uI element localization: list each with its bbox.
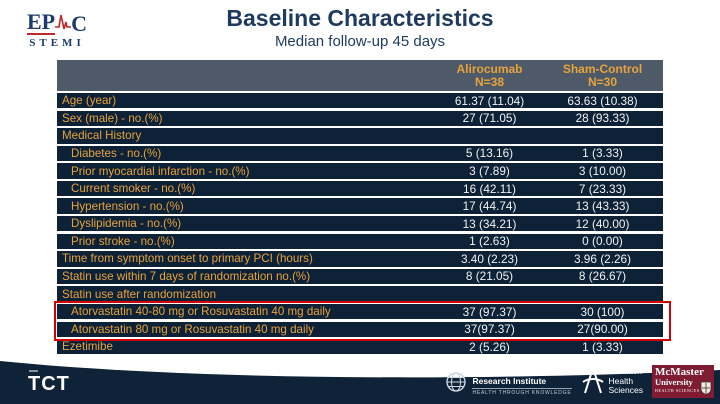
row-value-alirocumab: 17 (44.74) [462, 199, 517, 214]
column-header-alirocumab-name: Alirocumab [456, 61, 523, 76]
table-body [57, 93, 663, 354]
row-value-alirocumab: 61.37 (11.04) [454, 93, 525, 108]
row-value-sham-control: 3.96 (2.26) [573, 251, 632, 266]
table-row [57, 216, 663, 231]
column-header-alirocumab-n: N=38 [474, 74, 505, 89]
row-label: Atorvastatin 40-80 mg or Rosuvastatin 40 mg daily [71, 305, 331, 319]
table-section-row [57, 128, 663, 143]
hamilton-health-sciences-logo [581, 367, 644, 396]
hamilton-bridge-icon [581, 369, 605, 395]
row-label: Prior stroke - no.(%) [71, 234, 175, 248]
phri-line2: Research Institute [472, 375, 547, 386]
footer-bar [0, 357, 720, 404]
row-value-sham-control: 12 (40.00) [575, 216, 630, 231]
hamilton-line1: Hamilton [608, 366, 643, 377]
row-value-alirocumab: 3 (7.89) [469, 164, 510, 178]
row-value-sham-control: 13 (43.33) [575, 199, 630, 214]
hamilton-line3: Sciences [608, 385, 643, 396]
table-row [57, 251, 663, 266]
row-label: Sex (male) - no.(%) [62, 111, 163, 125]
mcmaster-line1: McMaster [655, 366, 704, 378]
tct-logo [28, 373, 70, 396]
row-label: Ezetimibe [62, 340, 113, 354]
tct-logo-text: TCT [28, 373, 70, 395]
row-value-alirocumab: 3.40 (2.23) [460, 251, 519, 266]
row-label: Age (year) [62, 94, 117, 108]
row-label: Dyslipidemia - no.(%) [71, 217, 182, 231]
phri-divider [472, 388, 571, 389]
row-value-alirocumab: 1 (2.63) [469, 234, 510, 249]
row-value-sham-control: 27(90.00) [577, 322, 628, 337]
table-row [57, 163, 663, 178]
row-label: Current smoker - no.(%) [71, 182, 196, 196]
column-header-alirocumab [437, 63, 542, 89]
mcmaster-line2: University [655, 377, 693, 387]
mcmaster-university-logo [652, 365, 714, 398]
table-row [57, 111, 663, 126]
column-header-sham-name: Sham-Control [562, 61, 643, 76]
phri-tagline: HEALTH THROUGH KNOWLEDGE [472, 390, 572, 396]
row-value-sham-control: 30 (100) [580, 304, 625, 319]
column-header-sham-n: N=30 [587, 74, 618, 89]
row-label: Atorvastatin 80 mg or Rosuvastatin 40 mg daily [71, 322, 314, 336]
row-value-alirocumab: 37(97.37) [464, 322, 515, 337]
mcmaster-line3: HEALTH SCIENCES [655, 388, 700, 393]
row-value-sham-control: 28 (93.33) [575, 111, 630, 126]
epic-logo-stemi: STEMI [29, 37, 85, 49]
table-row [57, 339, 663, 354]
row-label: Statin use after randomization [62, 287, 217, 301]
row-value-alirocumab: 13 (34.21) [462, 216, 517, 231]
epic-logo-c: C [71, 11, 87, 36]
table-row [57, 304, 663, 319]
footer-logos [445, 365, 714, 398]
row-value-alirocumab: 2 (5.26) [469, 339, 510, 354]
row-label: Prior myocardial infarction - no.(%) [71, 164, 250, 178]
phri-line1: Population Health [472, 366, 545, 376]
row-value-sham-control: 63.63 (10.38) [567, 93, 638, 108]
phri-logo [445, 367, 571, 396]
title-block [0, 5, 720, 50]
row-label: Hypertension - no.(%) [71, 199, 184, 213]
table-row [57, 234, 663, 249]
table-header-row [57, 60, 663, 91]
table-section-row [57, 286, 663, 301]
table-row [57, 269, 663, 284]
table-row [57, 198, 663, 213]
epic-logo-ep: EP [26, 9, 56, 34]
row-value-alirocumab: 5 (13.16) [465, 146, 514, 161]
row-label: Medical History [62, 129, 142, 143]
table-row [57, 93, 663, 108]
table-row [57, 146, 663, 161]
phri-text [472, 367, 571, 396]
page-subtitle: Median follow-up 45 days [274, 33, 446, 50]
mcmaster-crest-icon [700, 381, 712, 395]
row-value-alirocumab: 37 (97.37) [462, 304, 517, 319]
row-value-alirocumab: 8 (21.05) [465, 269, 514, 284]
table-row [57, 322, 663, 337]
row-label: Diabetes - no.(%) [71, 146, 162, 160]
baseline-characteristics-table [57, 60, 663, 357]
page-title: Baseline Characteristics [226, 5, 494, 31]
row-value-sham-control: 1 (3.33) [582, 146, 623, 161]
column-header-sham-control [542, 63, 663, 89]
row-value-sham-control: 1 (3.33) [582, 339, 623, 354]
row-value-sham-control: 7 (23.33) [578, 181, 627, 196]
tct-logo-dash [29, 370, 38, 372]
hamilton-text [609, 367, 644, 396]
row-value-alirocumab: 16 (42.11) [463, 181, 516, 196]
row-value-sham-control: 8 (26.67) [578, 269, 627, 284]
row-value-sham-control: 3 (10.00) [578, 164, 627, 178]
table-row [57, 181, 663, 196]
globe-icon [445, 371, 467, 393]
hamilton-line2: Health [608, 375, 634, 386]
row-value-alirocumab: 27 (71.05) [462, 111, 517, 126]
row-value-sham-control: 0 (0.00) [582, 234, 623, 249]
row-label: Statin use within 7 days of randomization no.(%) [62, 269, 311, 283]
row-label: Time from symptom onset to primary PCI (hours) [62, 252, 313, 266]
